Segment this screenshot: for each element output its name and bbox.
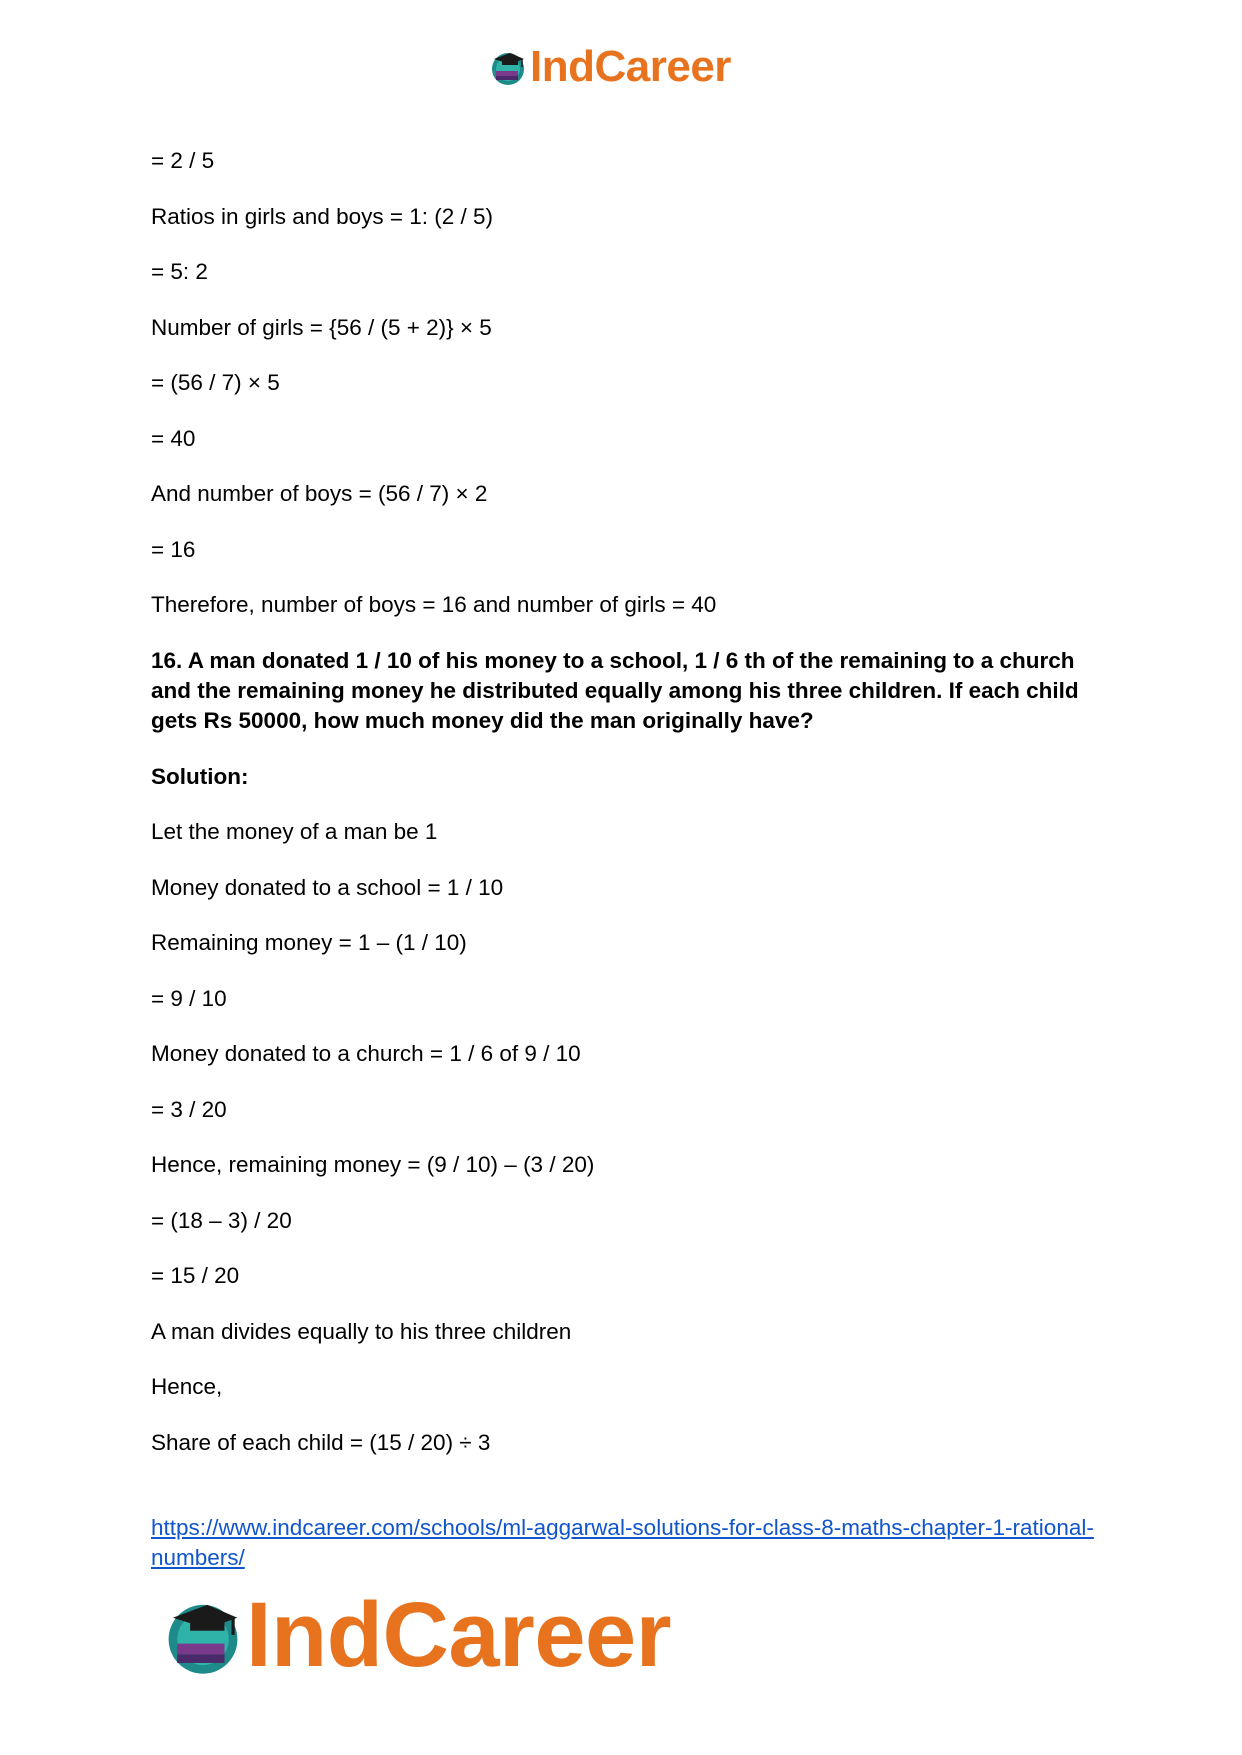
brand-name: IndCareer	[530, 42, 731, 91]
text-line: = 16	[151, 536, 196, 562]
text-line: Share of each child = (15 / 20) ÷ 3	[151, 1429, 491, 1455]
graduation-cap-book-icon	[488, 47, 528, 87]
source-link[interactable]: https://www.indcareer.com/schools/ml-aggarwal-solutions-for-class-8-maths-chapter-1-rational-numbers/	[151, 1515, 1094, 1570]
page-content	[151, 146, 1091, 1483]
solution-label: Solution:	[151, 763, 249, 789]
footer-logo	[160, 1585, 671, 1685]
text-line: = 9 / 10	[151, 985, 227, 1011]
brand-name: IndCareer	[246, 1584, 671, 1686]
text-line: Money donated to a school = 1 / 10	[151, 874, 504, 900]
text-line: = (18 – 3) / 20	[151, 1207, 292, 1233]
text-line: Remaining money = 1 – (1 / 10)	[151, 930, 467, 955]
question-16: 16. A man donated 1 / 10 of his money to a school, 1 / 6 th of the remaining to a church and the remaining money he distributed equally among his three children. If each child gets Rs 50000, how much money did the man originally have?	[151, 647, 1079, 733]
text-line: Let the money of a man be 1	[151, 819, 438, 844]
text-line: = 2 / 5	[151, 148, 215, 173]
text-line: = 15 / 20	[151, 1263, 240, 1288]
text-line: Therefore, number of boys = 16 and number of girls = 40	[151, 592, 717, 617]
text-line: Number of girls = {56 / (5 + 2)} × 5	[151, 314, 492, 340]
header-logo	[488, 42, 731, 92]
text-line: = 5: 2	[151, 259, 208, 284]
graduation-cap-book-icon	[160, 1592, 246, 1678]
text-line: Ratios in girls and boys = 1: (2 / 5)	[151, 203, 494, 229]
text-line: Money donated to a church = 1 / 6 of 9 / 10	[151, 1041, 581, 1066]
text-line: = 40	[151, 425, 196, 451]
text-line: Hence, remaining money = (9 / 10) – (3 / 20)	[151, 1152, 595, 1177]
text-line: And number of boys = (56 / 7) × 2	[151, 481, 488, 506]
text-line: = 3 / 20	[151, 1096, 227, 1122]
text-line: = (56 / 7) × 5	[151, 370, 280, 395]
text-line: A man divides equally to his three children	[151, 1318, 572, 1344]
text-line: Hence,	[151, 1374, 223, 1399]
